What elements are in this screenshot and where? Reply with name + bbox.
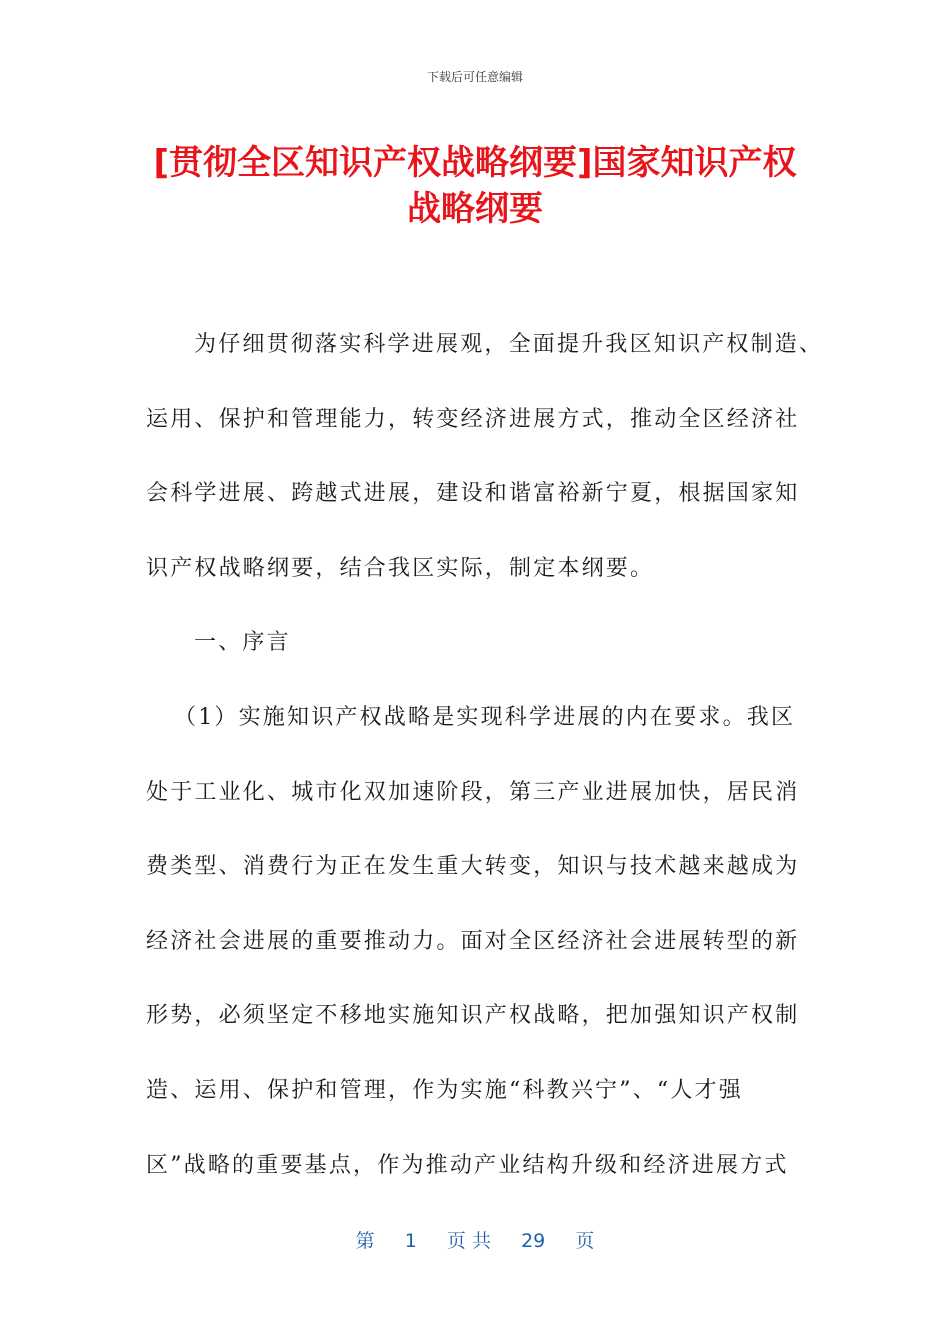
total-pages: 29	[521, 1230, 546, 1252]
body-line: 识产权战略纲要，结合我区实际，制定本纲要。	[146, 555, 655, 581]
section-heading: 一、序言	[194, 630, 291, 656]
body-line: 处于工业化、城市化双加速阶段，第三产业进展加快，居民消	[146, 779, 800, 805]
document-body	[146, 320, 824, 1215]
body-line: 为仔细贯彻落实科学进展观，全面提升我区知识产权制造、	[194, 332, 824, 357]
body-line: 费类型、消费行为正在发生重大转变，知识与技术越来越成为	[146, 854, 800, 880]
body-line: 区”战略的重要基点，作为推动产业结构升级和经济进展方式	[146, 1152, 789, 1178]
header-note: 下载后可任意编辑	[426, 70, 523, 84]
body-line: （1）实施知识产权战略是实现科学进展的内在要求。我区	[174, 704, 796, 730]
page-middle: 页 共	[446, 1230, 491, 1252]
title-line-2: 战略纲要	[407, 189, 543, 229]
page-prefix: 第	[355, 1230, 375, 1252]
document-title	[120, 140, 830, 232]
body-line: 造、运用、保护和管理，作为实施“科教兴宁”、“人才强	[146, 1077, 743, 1103]
body-line: 经济社会进展的重要推动力。面对全区经济社会进展转型的新	[146, 928, 800, 954]
body-line: 运用、保护和管理能力，转变经济进展方式，推动全区经济社	[146, 406, 800, 432]
body-line: 形势，必须坚定不移地实施知识产权战略，把加强知识产权制	[146, 1003, 800, 1029]
page-footer	[0, 1226, 950, 1253]
title-line-1: [贯彻全区知识产权战略纲要]国家知识产权	[153, 143, 797, 183]
page-suffix: 页	[575, 1230, 595, 1252]
body-line: 会科学进展、跨越式进展，建设和谐富裕新宁夏，根据国家知	[146, 481, 800, 507]
page-number: 1	[404, 1230, 417, 1252]
